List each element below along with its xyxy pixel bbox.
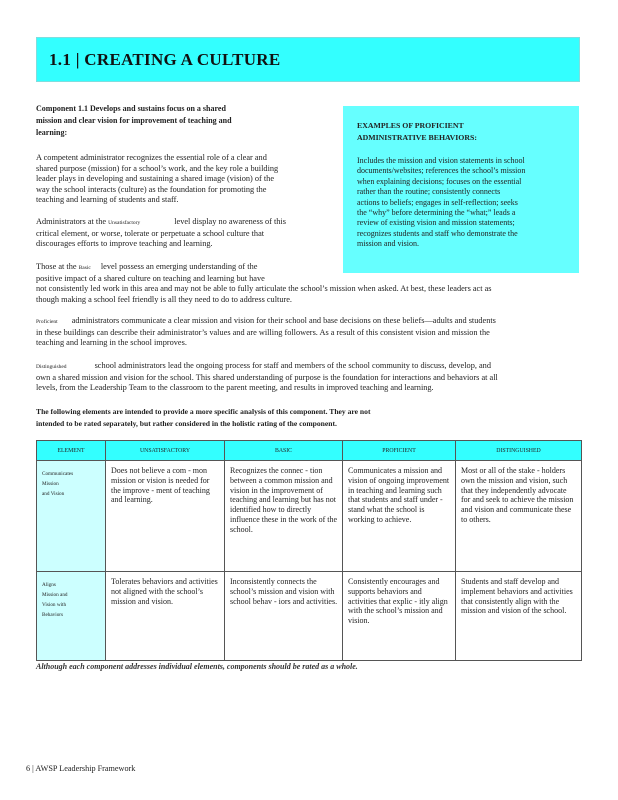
text-line: The following elements are intended to provide a more specific analysis of this component. They are not	[36, 407, 371, 416]
text-run: Administrators at the	[36, 217, 107, 226]
element-line: Mission	[42, 481, 59, 487]
text-line: recognizes students and staff who demonstrate the	[357, 228, 518, 238]
proficient-cell: Communicates a mission and vision of ongoing improvement in teaching and learning such that students and staff under - stand what the school is working to achieve.	[343, 461, 456, 572]
header-unsatisfactory: UNSATISFACTORY	[106, 441, 225, 461]
text-line: rather than the routine; consistently connects	[357, 187, 501, 197]
rating-note: Although each component addresses individual elements, components should be rated as a whole.	[36, 662, 358, 671]
text-line: review of existing vision and mission statements;	[357, 218, 515, 228]
unsatisfactory-cell: Tolerates behaviors and activities not aligned with the school’s mission and vision.	[106, 572, 225, 661]
unsatisfactory-cell: Does not believe a com - mon mission or vision is needed for the improve - ment of teaching and learning.	[106, 461, 225, 572]
header-distinguished: DISTINGUISHED	[456, 441, 582, 461]
text-run: level display no awareness of this	[174, 217, 286, 226]
text-line: way the school interacts (culture) as the foundation for promoting the	[36, 184, 267, 194]
text-line: shared purpose (mission) for a school’s work, and the key role a building	[36, 163, 279, 173]
page-title: 1.1 | CREATING A CULTURE	[49, 50, 281, 69]
text-line: though making a school feel friendly is all they need to do to address culture.	[36, 294, 292, 304]
examples-sidebar-box	[343, 106, 579, 273]
distinguished-cell: Most or all of the stake - holders own the mission and vision, such that they independently advocate for and seek to achieve the mission and vision and communicate these to others.	[456, 461, 582, 572]
header-basic: BASIC	[225, 441, 343, 461]
intro-paragraph-distinguished	[36, 361, 581, 394]
text-line	[36, 217, 336, 229]
element-line: Behaviors	[42, 612, 64, 618]
text-line: levels, from the Leadership Team to the classroom to the parent meeting, and results in improved teaching and learning.	[36, 383, 434, 393]
text-line: critical element, or worse, tolerate or perpetuate a school culture that	[36, 228, 265, 238]
text-line: positive impact of a shared culture on teaching and learning but have	[36, 273, 265, 283]
text-line: A competent administrator recognizes the essential role of a clear and	[36, 153, 267, 162]
intro-paragraph-proficient	[36, 316, 581, 349]
text-run: Those at the	[36, 262, 77, 271]
level-label-unsatisfactory: Unsatisfactory	[108, 220, 141, 226]
level-label-basic: Basic	[78, 265, 91, 271]
text-line: not consistently led work in this area and may not be able to fully articulate the school’s mission when asked. At best, these leaders act as	[36, 284, 492, 294]
element-line: Vision with	[42, 602, 67, 608]
text-line: teaching and learning of students and staff.	[36, 195, 179, 205]
element-line: Communicates	[42, 471, 74, 477]
header-proficient: PROFICIENT	[343, 441, 456, 461]
text-line: when explaining decisions; focuses on the essential	[357, 176, 522, 186]
text-line: teaching and learning in the school improves.	[36, 338, 187, 348]
examples-title-line: ADMINISTRATIVE BEHAVIORS:	[357, 133, 477, 142]
title-banner	[36, 37, 580, 82]
element-line: and Vision	[42, 491, 65, 497]
text-line: in these buildings can describe their administrator’s values and are willing followers. As a result of this consistent vision and mission the	[36, 327, 490, 337]
elements-intro	[36, 406, 581, 430]
basic-cell: Inconsistently connects the school’s mission and vision with school behav - iors and activities.	[225, 572, 343, 661]
text-run: administrators communicate a clear mission and vision for their school and base decisions on these beliefs—adults and students	[71, 316, 496, 325]
intro-paragraph-unsatisfactory	[36, 217, 336, 250]
header-element: ELEMENT	[37, 441, 106, 461]
text-line: Includes the mission and vision statements in school	[357, 156, 525, 165]
text-line	[36, 316, 581, 328]
component-heading	[36, 103, 256, 139]
component-heading-line: mission and clear vision for improvement of teaching and	[36, 116, 232, 125]
text-line: the “why” before determining the “what;” leads a	[357, 208, 516, 218]
text-line: discourages efforts to improve teaching and learning.	[36, 239, 213, 249]
text-line: own a shared mission and vision for the school. This shared understanding of purpose is the foundation for interactions and behaviors at all	[36, 372, 498, 382]
element-line: Aligns	[42, 582, 56, 588]
text-line: leader plays in developing and sustaining a shared image (vision) of the	[36, 174, 275, 184]
level-label-distinguished: Distinguished	[36, 364, 67, 370]
text-line: documents/websites; references the school’s mission	[357, 166, 526, 176]
examples-body	[357, 156, 565, 250]
rubric-table	[36, 440, 582, 661]
page-footer: 6 | AWSP Leadership Framework	[26, 764, 136, 773]
text-line: actions to beliefs; engages in self-reflection; seeks	[357, 197, 518, 207]
text-run: level possess an emerging understanding of the	[100, 262, 258, 271]
text-run: school administrators lead the ongoing process for staff and members of the school community to discuss, develop, and	[94, 361, 491, 370]
element-line: Mission and	[42, 592, 68, 598]
text-line	[36, 361, 581, 373]
table-row	[37, 461, 582, 572]
element-cell	[37, 461, 106, 572]
proficient-cell: Consistently encourages and supports behaviors and activities that explic - itly align with the school’s mission and vision.	[343, 572, 456, 661]
component-heading-line: learning:	[36, 128, 68, 137]
distinguished-cell: Students and staff develop and implement behaviors and activities that consistently align with the mission and vision of the school.	[456, 572, 582, 661]
examples-title-line: EXAMPLES OF PROFICIENT	[357, 121, 464, 130]
basic-cell: Recognizes the connec - tion between a common mission and vision in the improvement of teaching and learning but has not identified how to directly influence these in the work of the school.	[225, 461, 343, 572]
intro-paragraph-competent	[36, 153, 336, 206]
level-label-proficient: Proficient	[36, 319, 58, 325]
examples-title	[357, 120, 565, 144]
table-header-row	[37, 441, 582, 461]
element-cell	[37, 572, 106, 661]
text-line: mission and vision.	[357, 239, 420, 249]
table-row	[37, 572, 582, 661]
component-heading-line: Component 1.1 Develops and sustains focus on a shared	[36, 104, 226, 113]
text-line: intended to be rated separately, but rather considered in the holistic rating of the component.	[36, 419, 337, 428]
